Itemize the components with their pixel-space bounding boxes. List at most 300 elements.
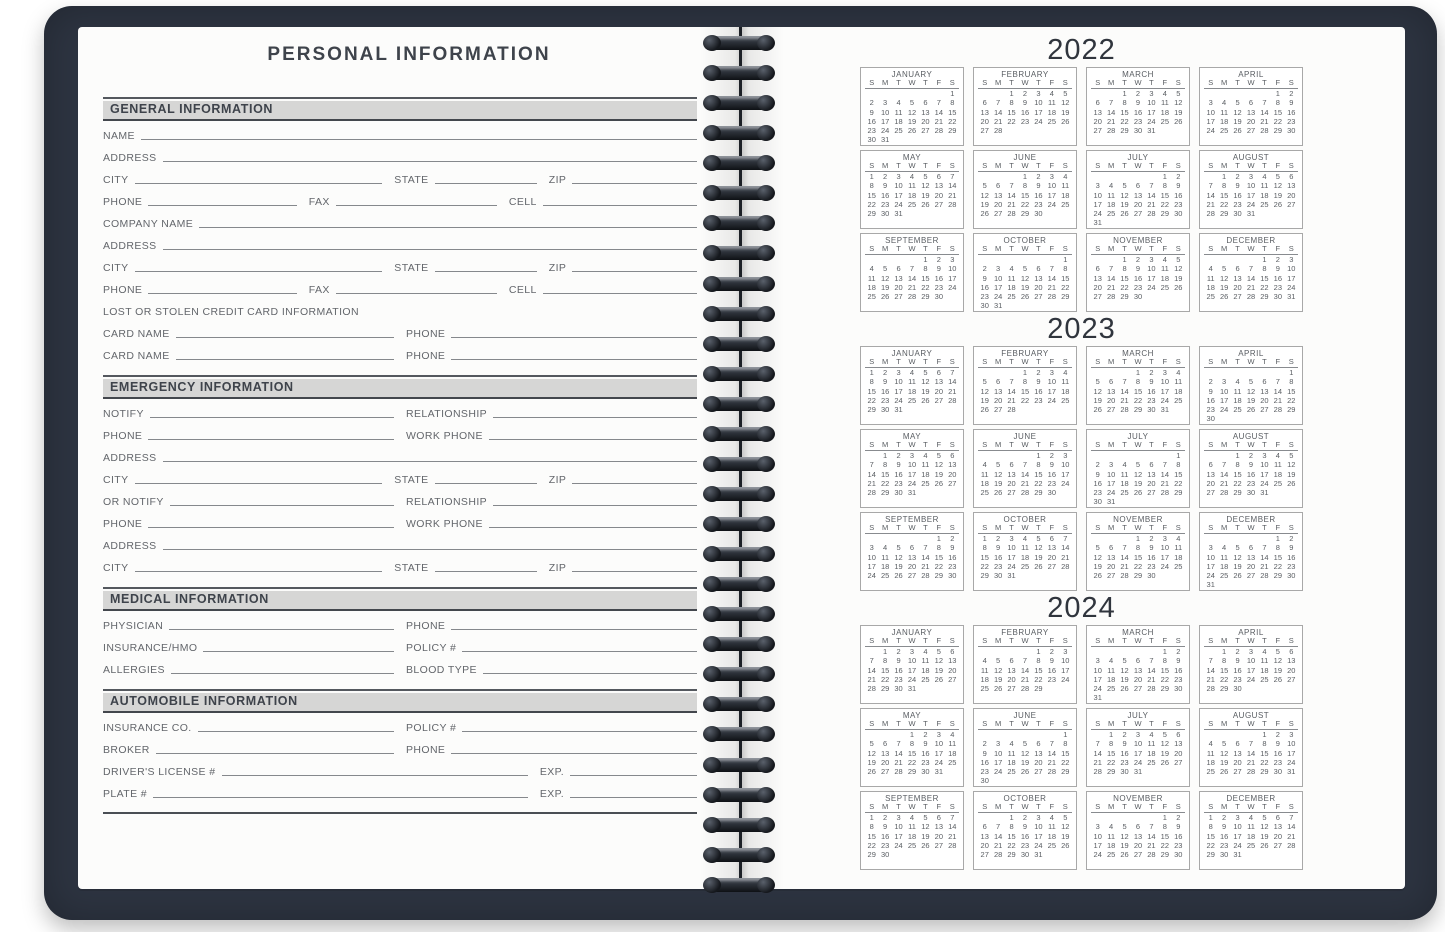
weekday-label: W bbox=[1247, 78, 1255, 87]
day-cell: 26 bbox=[1233, 571, 1242, 581]
weekday-label: S bbox=[1288, 440, 1294, 449]
day-cell-empty bbox=[1104, 534, 1117, 543]
fill-in-line bbox=[451, 628, 697, 630]
fill-in-line bbox=[451, 336, 697, 338]
day-cell: 14 bbox=[934, 107, 944, 117]
day-cell: 14 bbox=[1260, 107, 1269, 117]
form-row bbox=[103, 509, 697, 531]
day-cell: 28 bbox=[1147, 684, 1156, 694]
day-cell: 14 bbox=[921, 552, 930, 562]
day-cell: 22 bbox=[1273, 561, 1283, 571]
day-cell: 4 bbox=[923, 451, 928, 460]
weekday-label: F bbox=[1162, 78, 1168, 87]
day-cell: 24 bbox=[1287, 282, 1296, 292]
day-cell: 11 bbox=[1061, 181, 1070, 191]
day-cell: 23 bbox=[1047, 478, 1057, 488]
fill-in-line bbox=[570, 796, 697, 798]
day-cell: 16 bbox=[1287, 552, 1296, 562]
day-cell: 5 bbox=[1262, 813, 1267, 822]
day-cell: 6 bbox=[1095, 98, 1100, 108]
day-cell: 21 bbox=[894, 757, 903, 767]
weekday-header bbox=[978, 358, 1072, 368]
day-cell: 16 bbox=[1273, 273, 1283, 283]
day-cell: 15 bbox=[1034, 665, 1043, 675]
month-title: JULY bbox=[1127, 711, 1149, 720]
day-cell-empty bbox=[865, 255, 878, 264]
day-cell: 1 bbox=[1162, 172, 1167, 181]
weekday-label: S bbox=[1095, 357, 1101, 366]
month-calendar-march bbox=[1086, 625, 1190, 704]
day-cell: 23 bbox=[980, 292, 989, 302]
month-calendar-june bbox=[973, 708, 1077, 787]
day-cell: 22 bbox=[1233, 478, 1242, 488]
year-title: 2022 bbox=[1047, 34, 1116, 66]
day-cell: 4 bbox=[1176, 368, 1181, 377]
month-calendar-september bbox=[860, 791, 964, 870]
day-cell: 5 bbox=[1036, 534, 1041, 543]
weekday-label: W bbox=[1247, 161, 1255, 170]
day-cell-empty bbox=[978, 368, 991, 377]
day-cell: 7 bbox=[1022, 460, 1028, 470]
day-cell: 23 bbox=[894, 478, 903, 488]
weekday-label: W bbox=[1247, 244, 1255, 253]
day-cell: 27 bbox=[934, 199, 944, 209]
weekday-header bbox=[978, 720, 1072, 730]
spiral-ring bbox=[705, 66, 773, 80]
day-cell: 22 bbox=[1061, 757, 1070, 767]
day-cell: 27 bbox=[1206, 488, 1215, 498]
day-cell: 24 bbox=[894, 199, 903, 209]
form-row bbox=[103, 553, 697, 575]
day-cell: 14 bbox=[1206, 665, 1215, 675]
day-cell: 21 bbox=[1206, 199, 1215, 209]
day-cell: 13 bbox=[1007, 469, 1016, 479]
day-cell-empty bbox=[1091, 172, 1104, 181]
weekday-header bbox=[1204, 358, 1298, 368]
month-calendar-may bbox=[860, 150, 964, 229]
day-cell: 13 bbox=[1106, 386, 1116, 396]
weekday-header bbox=[865, 803, 959, 813]
form-row bbox=[103, 421, 697, 443]
day-cell: 29 bbox=[1020, 209, 1030, 219]
weekday-label: W bbox=[1134, 357, 1142, 366]
field-label: BLOOD TYPE bbox=[406, 664, 477, 676]
day-cell: 20 bbox=[1174, 748, 1183, 758]
field-label: COMPANY NAME bbox=[103, 218, 194, 230]
day-cell-empty bbox=[978, 647, 991, 656]
weekday-label: F bbox=[1275, 440, 1281, 449]
weekday-label: T bbox=[1262, 440, 1267, 449]
day-cell: 27 bbox=[934, 840, 944, 850]
day-cell-empty bbox=[1131, 647, 1144, 656]
days-grid bbox=[865, 534, 959, 580]
day-cell: 4 bbox=[1009, 264, 1014, 274]
fill-in-line bbox=[451, 752, 697, 754]
day-cell: 26 bbox=[921, 199, 930, 209]
day-cell: 20 bbox=[1133, 674, 1143, 684]
days-grid bbox=[978, 813, 1072, 859]
day-cell-empty bbox=[1032, 255, 1045, 264]
day-cell: 20 bbox=[1093, 116, 1102, 126]
day-cell: 11 bbox=[908, 822, 916, 832]
day-cell: 6 bbox=[1289, 647, 1294, 656]
day-cell-empty bbox=[1104, 647, 1117, 656]
weekday-header bbox=[865, 720, 959, 730]
day-cell: 25 bbox=[1260, 199, 1269, 209]
day-cell: 15 bbox=[1260, 748, 1269, 758]
day-cell: 16 bbox=[1120, 748, 1129, 758]
form-row bbox=[103, 297, 697, 319]
weekday-label: S bbox=[949, 719, 955, 728]
month-title: MAY bbox=[902, 432, 922, 441]
weekday-header bbox=[1091, 441, 1185, 451]
day-cell: 1 bbox=[1289, 368, 1294, 377]
month-calendar-november bbox=[1086, 791, 1190, 870]
weekday-label: T bbox=[923, 78, 928, 87]
day-cell: 1 bbox=[1063, 255, 1068, 264]
day-cell: 8 bbox=[869, 822, 874, 832]
day-cell: 10 bbox=[880, 107, 890, 117]
day-cell: 17 bbox=[1034, 107, 1043, 117]
day-cell-empty bbox=[865, 451, 878, 460]
fill-in-line bbox=[170, 504, 394, 506]
day-cell: 25 bbox=[1174, 561, 1183, 571]
fill-in-line bbox=[135, 270, 383, 272]
day-cell: 20 bbox=[907, 561, 917, 571]
day-cell: 10 bbox=[1133, 739, 1143, 749]
day-cell: 29 bbox=[1219, 209, 1229, 219]
day-cell: 26 bbox=[1219, 767, 1229, 777]
day-cell: 5 bbox=[1063, 89, 1068, 98]
month-title: JUNE bbox=[1013, 153, 1037, 162]
month-calendar-april bbox=[1199, 625, 1303, 704]
day-cell: 1 bbox=[982, 534, 987, 543]
day-cell: 9 bbox=[1049, 460, 1054, 470]
day-cell: 5 bbox=[982, 377, 987, 387]
day-cell: 2 bbox=[996, 534, 1001, 543]
weekday-label: T bbox=[896, 161, 901, 170]
days-grid bbox=[978, 368, 1072, 414]
weekday-label: W bbox=[1134, 802, 1142, 811]
day-cell: 3 bbox=[1095, 656, 1100, 666]
weekday-label: S bbox=[982, 78, 988, 87]
day-cell: 30 bbox=[880, 209, 890, 219]
weekday-label: S bbox=[1062, 244, 1068, 253]
day-cell: 2 bbox=[883, 172, 888, 181]
day-cell: 12 bbox=[921, 377, 930, 387]
day-cell: 9 bbox=[996, 543, 1001, 553]
day-cell: 30 bbox=[1147, 571, 1156, 581]
day-cell: 4 bbox=[1149, 730, 1154, 739]
day-cell: 30 bbox=[1233, 209, 1242, 219]
days-grid bbox=[978, 255, 1072, 311]
day-cell: 6 bbox=[1262, 377, 1267, 387]
day-cell: 7 bbox=[1289, 813, 1294, 822]
day-cell-empty bbox=[1244, 730, 1257, 739]
day-cell-empty bbox=[1118, 451, 1131, 460]
weekday-label: T bbox=[1009, 357, 1014, 366]
day-cell: 7 bbox=[1222, 460, 1227, 470]
day-cell: 29 bbox=[1061, 292, 1070, 302]
day-cell: 15 bbox=[1106, 748, 1116, 758]
day-cell: 11 bbox=[921, 460, 930, 470]
weekday-label: T bbox=[896, 78, 901, 87]
weekday-label: W bbox=[1134, 440, 1142, 449]
day-cell: 13 bbox=[1246, 552, 1256, 562]
day-cell: 24 bbox=[934, 757, 944, 767]
day-cell: 19 bbox=[1020, 757, 1030, 767]
day-cell: 1 bbox=[1022, 368, 1028, 377]
day-cell-empty bbox=[1005, 451, 1018, 460]
fill-in-line bbox=[451, 358, 697, 360]
field-label: ADDRESS bbox=[103, 540, 157, 552]
field-label: PHONE bbox=[103, 284, 143, 296]
day-cell: 15 bbox=[1273, 107, 1283, 117]
day-cell-empty bbox=[919, 89, 932, 98]
day-cell: 15 bbox=[1219, 665, 1229, 675]
day-cell: 2 bbox=[1049, 647, 1054, 656]
day-cell: 10 bbox=[1061, 460, 1070, 470]
field-label: ADDRESS bbox=[103, 240, 157, 252]
day-cell: 27 bbox=[980, 126, 989, 136]
day-cell: 2 bbox=[982, 264, 987, 274]
section-header-label: MEDICAL INFORMATION bbox=[110, 592, 269, 606]
day-cell: 30 bbox=[1047, 488, 1057, 498]
day-cell: 18 bbox=[1047, 107, 1057, 117]
day-cell: 7 bbox=[909, 264, 915, 274]
day-cell: 8 bbox=[1222, 181, 1227, 191]
month-title: OCTOBER bbox=[1003, 236, 1047, 245]
field-label: CITY bbox=[103, 562, 129, 574]
day-cell: 9 bbox=[1095, 469, 1100, 479]
bottom-rule bbox=[103, 812, 697, 814]
day-cell: 29 bbox=[1106, 767, 1116, 777]
day-cell: 20 bbox=[1133, 840, 1143, 850]
day-cell: 6 bbox=[923, 98, 928, 108]
day-cell: 22 bbox=[1206, 840, 1215, 850]
day-cell: 23 bbox=[1206, 405, 1215, 415]
day-cell: 10 bbox=[1219, 386, 1229, 396]
weekday-label: T bbox=[896, 719, 901, 728]
day-cell: 27 bbox=[1287, 674, 1296, 684]
day-cell: 11 bbox=[1206, 748, 1215, 758]
day-cell: 26 bbox=[1273, 674, 1283, 684]
day-cell: 31 bbox=[1133, 767, 1143, 777]
day-cell: 14 bbox=[867, 665, 876, 675]
day-cell: 10 bbox=[1160, 377, 1170, 387]
day-cell: 12 bbox=[1174, 98, 1183, 108]
weekday-label: F bbox=[1275, 78, 1281, 87]
weekday-label: M bbox=[1108, 78, 1115, 87]
weekday-label: W bbox=[1134, 78, 1142, 87]
month-title: AUGUST bbox=[1232, 153, 1270, 162]
day-cell: 8 bbox=[1162, 656, 1167, 666]
day-cell-empty bbox=[1091, 368, 1104, 377]
day-cell: 22 bbox=[1020, 395, 1030, 405]
day-cell: 13 bbox=[1287, 656, 1296, 666]
day-cell: 21 bbox=[1106, 116, 1116, 126]
day-cell: 22 bbox=[1007, 116, 1016, 126]
spiral-ring bbox=[705, 457, 773, 471]
day-cell: 15 bbox=[1133, 552, 1143, 562]
form-field bbox=[103, 722, 394, 735]
day-cell: 11 bbox=[1260, 656, 1269, 666]
spiral-ring bbox=[705, 156, 773, 170]
days-grid bbox=[865, 647, 959, 693]
day-cell-empty bbox=[1244, 534, 1257, 543]
day-cell: 31 bbox=[1287, 767, 1296, 777]
month-title: NOVEMBER bbox=[1113, 236, 1163, 245]
day-cell: 1 bbox=[936, 534, 941, 543]
weekday-label: T bbox=[1009, 802, 1014, 811]
day-cell: 12 bbox=[1219, 748, 1229, 758]
day-cell: 31 bbox=[1160, 405, 1170, 415]
day-cell: 30 bbox=[1233, 684, 1242, 694]
weekday-label: W bbox=[1021, 802, 1029, 811]
day-cell: 30 bbox=[1174, 684, 1183, 694]
days-grid bbox=[865, 730, 959, 776]
spiral-ring bbox=[705, 818, 773, 832]
day-cell: 2 bbox=[1289, 89, 1294, 98]
fill-in-line bbox=[148, 292, 296, 294]
form-row bbox=[103, 633, 697, 655]
day-cell: 21 bbox=[1287, 831, 1296, 841]
month-title: JANUARY bbox=[891, 628, 933, 637]
fill-in-line bbox=[336, 292, 497, 294]
day-cell: 29 bbox=[980, 571, 989, 581]
day-cell-empty bbox=[1131, 172, 1144, 181]
fill-in-line bbox=[572, 570, 697, 572]
weekday-label: S bbox=[1175, 440, 1181, 449]
day-cell: 4 bbox=[896, 98, 901, 108]
field-label: CARD NAME bbox=[103, 350, 170, 362]
month-calendar-february bbox=[973, 625, 1077, 704]
day-cell: 30 bbox=[1273, 767, 1283, 777]
day-cell: 3 bbox=[869, 543, 874, 553]
day-cell: 20 bbox=[948, 665, 957, 675]
weekday-header bbox=[1204, 441, 1298, 451]
form-field bbox=[103, 642, 394, 655]
day-cell: 27 bbox=[1260, 405, 1269, 415]
day-cell: 28 bbox=[948, 840, 957, 850]
day-cell: 11 bbox=[867, 273, 876, 283]
form-field bbox=[406, 744, 697, 757]
day-cell: 29 bbox=[880, 488, 890, 498]
day-cell: 15 bbox=[907, 748, 917, 758]
day-cell: 5 bbox=[1248, 377, 1254, 387]
day-cell: 25 bbox=[880, 571, 890, 581]
day-cell: 11 bbox=[980, 665, 989, 675]
day-cell: 30 bbox=[1174, 850, 1183, 860]
weekday-label: T bbox=[1149, 161, 1154, 170]
day-cell: 24 bbox=[1160, 561, 1170, 571]
month-title: FEBRUARY bbox=[1001, 349, 1049, 358]
spiral-ring bbox=[705, 788, 773, 802]
day-cell: 13 bbox=[1093, 273, 1102, 283]
day-cell: 28 bbox=[1020, 684, 1030, 694]
day-cell: 19 bbox=[1233, 561, 1242, 571]
day-cell: 25 bbox=[1061, 199, 1070, 209]
day-cell: 26 bbox=[1219, 292, 1229, 302]
month-calendar-may bbox=[860, 429, 964, 508]
day-cell-empty bbox=[1104, 451, 1117, 460]
day-cell: 23 bbox=[1020, 116, 1030, 126]
day-cell: 21 bbox=[1047, 757, 1057, 767]
day-cell-empty bbox=[865, 730, 878, 739]
day-cell: 29 bbox=[1273, 126, 1283, 136]
weekday-header bbox=[865, 245, 959, 255]
form-field bbox=[394, 474, 537, 487]
day-cell: 24 bbox=[1093, 850, 1102, 860]
day-cell: 2 bbox=[1275, 730, 1280, 739]
day-cell: 21 bbox=[1007, 199, 1016, 209]
form-row bbox=[103, 443, 697, 465]
day-cell: 16 bbox=[867, 116, 876, 126]
weekday-header bbox=[978, 524, 1072, 534]
month-title: APRIL bbox=[1238, 70, 1264, 79]
fill-in-line bbox=[169, 628, 394, 630]
day-cell: 6 bbox=[1109, 377, 1114, 387]
spiral-ring bbox=[705, 577, 773, 591]
form-row bbox=[103, 121, 697, 143]
weekday-label: T bbox=[1122, 244, 1127, 253]
day-cell: 3 bbox=[1109, 460, 1114, 470]
form-field bbox=[309, 196, 497, 209]
day-cell: 12 bbox=[934, 656, 944, 666]
days-grid bbox=[865, 89, 959, 145]
day-cell: 13 bbox=[1034, 748, 1043, 758]
weekday-label: S bbox=[949, 78, 955, 87]
weekday-label: W bbox=[908, 636, 916, 645]
weekday-header bbox=[1204, 803, 1298, 813]
day-cell: 8 bbox=[883, 656, 888, 666]
day-cell: 14 bbox=[1147, 190, 1156, 200]
weekday-label: M bbox=[1108, 440, 1115, 449]
day-cell: 17 bbox=[1034, 831, 1043, 841]
day-cell-empty bbox=[1244, 89, 1257, 98]
day-cell: 31 bbox=[1206, 580, 1215, 590]
day-cell: 16 bbox=[948, 552, 957, 562]
day-cell: 18 bbox=[907, 386, 917, 396]
month-title: AUGUST bbox=[1232, 432, 1270, 441]
day-cell-empty bbox=[1204, 451, 1217, 460]
weekday-label: S bbox=[869, 244, 875, 253]
day-cell: 8 bbox=[1176, 460, 1181, 470]
day-cell: 20 bbox=[948, 469, 957, 479]
day-cell: 10 bbox=[1206, 107, 1215, 117]
day-cell: 1 bbox=[1275, 534, 1280, 543]
day-cell: 8 bbox=[1122, 98, 1127, 108]
month-title: JULY bbox=[1127, 153, 1149, 162]
day-cell: 18 bbox=[980, 478, 989, 488]
weekday-label: S bbox=[1175, 357, 1181, 366]
day-cell-empty bbox=[1271, 368, 1284, 377]
day-cell-empty bbox=[1217, 534, 1230, 543]
day-cell: 13 bbox=[1133, 190, 1143, 200]
weekday-label: M bbox=[995, 161, 1002, 170]
day-cell-empty bbox=[1032, 730, 1045, 739]
day-cell-empty bbox=[1145, 451, 1158, 460]
day-cell: 17 bbox=[1061, 469, 1070, 479]
day-cell: 16 bbox=[993, 552, 1003, 562]
day-cell: 23 bbox=[1147, 395, 1156, 405]
day-cell: 4 bbox=[923, 647, 928, 656]
day-cell: 26 bbox=[1061, 840, 1070, 850]
day-cell: 4 bbox=[1049, 89, 1054, 98]
day-cell: 1 bbox=[1122, 89, 1127, 98]
day-cell: 27 bbox=[1147, 488, 1156, 498]
weekday-label: T bbox=[1122, 719, 1127, 728]
